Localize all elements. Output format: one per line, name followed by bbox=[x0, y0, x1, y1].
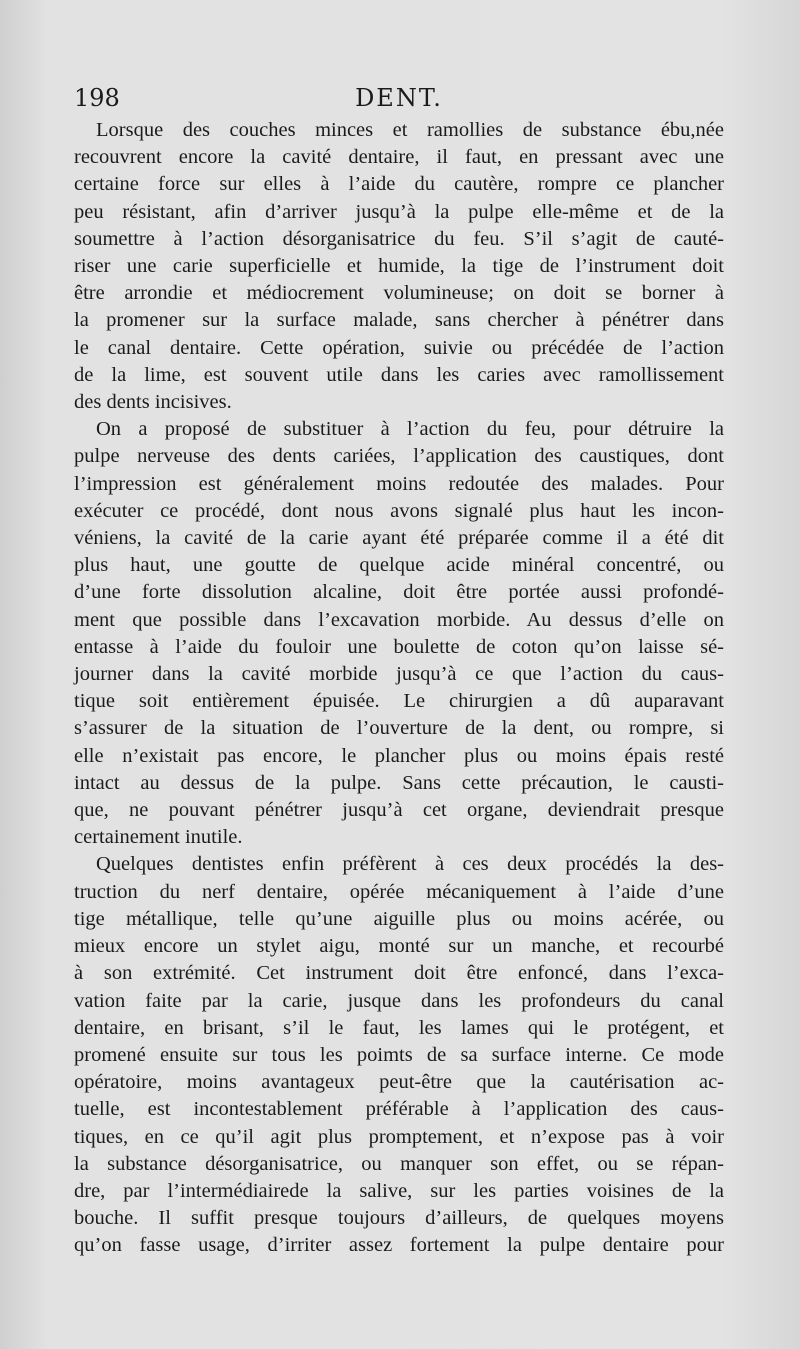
text-line: tige métallique, telle qu’une aiguille plus ou moins acérée, ou bbox=[74, 907, 724, 930]
text-line: des dents incisives. bbox=[74, 391, 232, 414]
text-line: opératoire, moins avantageux peut-être que la cautérisation ac- bbox=[74, 1071, 724, 1094]
text-line: On a proposé de substituer à l’action du feu, pour détruire la bbox=[96, 418, 724, 441]
page-header bbox=[74, 80, 724, 116]
text-line: certaine force sur elles à l’aide du cautère, rompre ce plancher bbox=[74, 173, 724, 196]
text-line: tique soit entièrement épuisée. Le chirurgien a dû auparavant bbox=[74, 690, 724, 713]
text-line: qu’on fasse usage, d’irriter assez fortement la pulpe dentaire pour bbox=[74, 1234, 724, 1257]
text-line: exécuter ce procédé, dont nous avons signalé plus haut les incon- bbox=[74, 499, 724, 522]
text-line: pulpe nerveuse des dents cariées, l’application des caustiques, dont bbox=[74, 445, 724, 468]
text-line: intact au dessus de la pulpe. Sans cette précaution, le causti- bbox=[74, 771, 724, 794]
text-line: la promener sur la surface malade, sans chercher à pénétrer dans bbox=[74, 309, 724, 332]
text-line: journer dans la cavité morbide jusqu’à ce que l’action du caus- bbox=[74, 663, 724, 686]
paragraph bbox=[74, 117, 724, 416]
text-line: truction du nerf dentaire, opérée mécaniquement à l’aide d’une bbox=[74, 880, 724, 903]
text-line: recouvrent encore la cavité dentaire, il faut, en pressant avec une bbox=[74, 146, 724, 169]
text-line: mieux encore un stylet aigu, monté sur un manche, et recourbé bbox=[74, 935, 724, 958]
text-line: bouche. Il suffit presque toujours d’ailleurs, de quelques moyens bbox=[74, 1207, 724, 1230]
text-line: soumettre à l’action désorganisatrice du feu. S’il s’agit de cauté- bbox=[74, 227, 724, 250]
text-line: l’impression est généralement moins redoutée des malades. Pour bbox=[74, 472, 724, 495]
text-line: elle n’existait pas encore, le plancher plus ou moins épais resté bbox=[74, 744, 724, 767]
text-line: tuelle, est incontestablement préférable à l’application des caus- bbox=[74, 1098, 724, 1121]
text-line: Lorsque des couches minces et ramollies de substance ébu,née bbox=[96, 119, 724, 141]
text-line: d’une forte dissolution alcaline, doit être portée aussi profondé- bbox=[74, 581, 724, 604]
text-line: ment que possible dans l’excavation morbide. Au dessus d’elle on bbox=[74, 608, 724, 631]
body-text bbox=[74, 117, 724, 1260]
text-line: dre, par l’intermédiairede la salive, sur les parties voisines de la bbox=[74, 1179, 724, 1202]
text-line: le canal dentaire. Cette opération, suivie ou précédée de l’action bbox=[74, 336, 724, 359]
text-line: Quelques dentistes enfin préfèrent à ces deux procédés la des- bbox=[96, 853, 724, 876]
text-line: entasse à l’aide du fouloir une boulette de coton qu’on laisse sé- bbox=[74, 635, 724, 658]
running-head: DENT. bbox=[355, 84, 443, 112]
text-line: plus haut, une goutte de quelque acide minéral concentré, ou bbox=[74, 554, 724, 577]
text-line: être arrondie et médiocrement volumineuse; on doit se borner à bbox=[74, 282, 724, 305]
text-line: la substance désorganisatrice, ou manquer son effet, ou se répan- bbox=[74, 1152, 724, 1175]
text-line: riser une carie superficielle et humide, la tige de l’instrument doit bbox=[74, 255, 724, 278]
text-line: s’assurer de la situation de l’ouverture de la dent, ou rompre, si bbox=[74, 717, 724, 740]
text-line: tiques, en ce qu’il agit plus promptement, et n’expose pas à voir bbox=[74, 1125, 724, 1148]
paragraph bbox=[74, 416, 724, 851]
text-line: certainement inutile. bbox=[74, 826, 243, 849]
text-line: que, ne pouvant pénétrer jusqu’à cet organe, deviendrait presque bbox=[74, 799, 724, 822]
paragraph bbox=[74, 851, 724, 1259]
text-line: promené ensuite sur tous les poimts de sa surface interne. Ce mode bbox=[74, 1043, 724, 1066]
text-line: de la lime, est souvent utile dans les caries avec ramollissement bbox=[74, 363, 724, 386]
text-line: vation faite par la carie, jusque dans les profondeurs du canal bbox=[74, 989, 724, 1012]
text-line: à son extrémité. Cet instrument doit être enfoncé, dans l’exca- bbox=[74, 962, 724, 985]
text-line: véniens, la cavité de la carie ayant été préparée comme il a été dit bbox=[74, 527, 724, 550]
page-number: 198 bbox=[74, 84, 120, 112]
text-line: peu résistant, afin d’arriver jusqu’à la pulpe elle-même et de la bbox=[74, 200, 724, 223]
text-line: dentaire, en brisant, s’il le faut, les lames qui le protégent, et bbox=[74, 1016, 724, 1039]
